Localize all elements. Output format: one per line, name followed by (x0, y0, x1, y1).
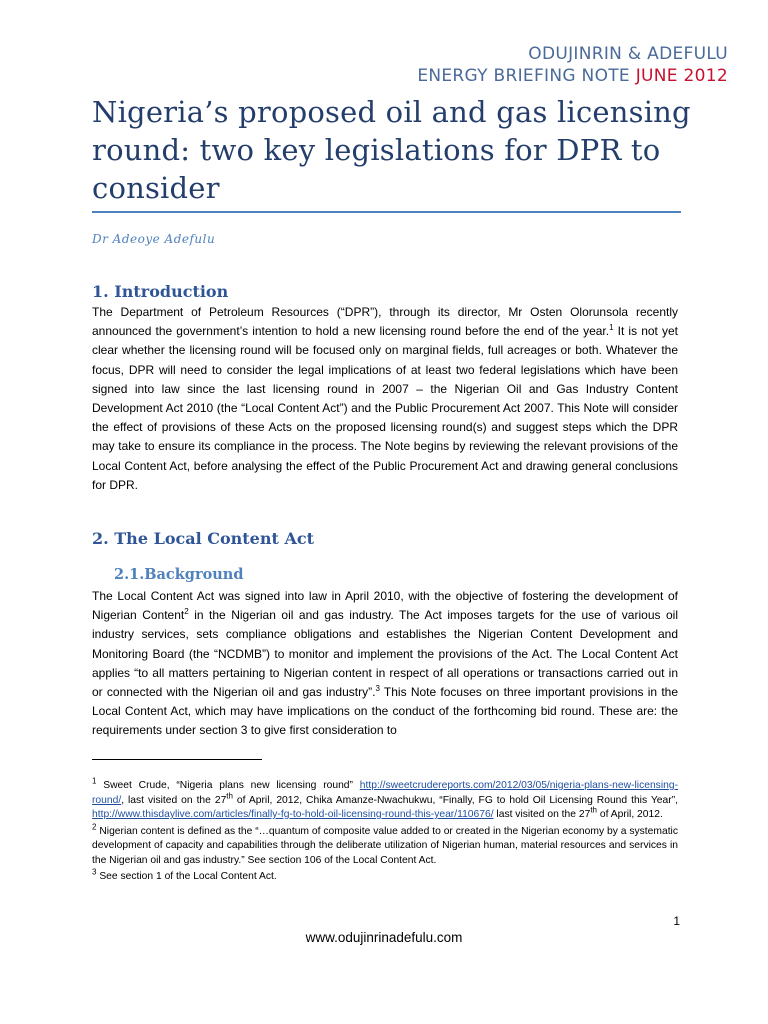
letterhead (417, 43, 728, 87)
firm-name: ODUJINRIN & ADEFULU (528, 44, 728, 64)
footnote-1-link-sweetcrude[interactable]: http://sweetcrudereports.com/2012/03/05/nigeria-plans-new-licensing-round/ (92, 780, 678, 806)
footnote-1-text-a: Sweet Crude, “Nigeria plans new licensing round” (96, 780, 360, 791)
document-title (92, 93, 692, 207)
footnote-3-number: 3 (92, 867, 97, 877)
title-line-3: consider (92, 171, 220, 205)
heading-local-content-act: 2. The Local Content Act (92, 529, 314, 548)
footnote-ref-1[interactable]: 1 (609, 323, 614, 333)
footnotes (92, 776, 678, 887)
background-paragraph (92, 587, 678, 741)
title-underline (92, 211, 681, 213)
title-line-1: Nigeria’s proposed oil and gas licensing (92, 95, 691, 129)
background-text-c: This Note focuses on three important provisions in the Local Content Act, which may have implications on the conduct of the forthcoming bid round. These are: the requirements under section 3 to give first consideration to (92, 685, 678, 738)
heading-background: 2.1.Background (114, 566, 244, 583)
author-name: Dr Adeoye Adefulu (92, 232, 216, 246)
footnote-1-number: 1 (92, 776, 97, 786)
footnote-1 (92, 776, 678, 823)
footnote-1-text-e: of April, 2012. (596, 809, 663, 820)
footnote-1-link-thisday[interactable]: http://www.thisdaylive.com/articles/finally-fg-to-hold-oil-licensing-round-this-year/110676/ (92, 809, 494, 820)
intro-text-a: The Department of Petroleum Resources (“DPR”), through its director, Mr Osten Olorunsola recently announced the government’s intention to hold a new licensing round before the end of the year. (92, 305, 678, 339)
heading-introduction: 1. Introduction (92, 282, 229, 301)
note-date: JUNE 2012 (635, 66, 728, 86)
footer-website-link[interactable]: www.odujinrinadefulu.com (305, 930, 463, 945)
background-text-b: in the Nigerian oil and gas industry. The Act imposes targets for the use of various oil industry services, sets compliance obligations and establishes the Nigerian Content Development and Monitoring Board (the “NCDMB”) to monitor and implement the provisions of the Act. The Local Content Act applies “to all matters pertaining to Nigerian content in respect of all operations or transactions carried out in or connected with the Nigerian oil and gas industry”. (92, 608, 678, 700)
footnote-3-text: See section 1 of the Local Content Act. (96, 871, 277, 882)
page-number: 1 (673, 914, 680, 928)
footnote-ref-3[interactable]: 3 (375, 684, 380, 694)
footnote-2 (92, 822, 678, 869)
intro-text-b: It is not yet clear whether the licensing round will be focused only on marginal fields, full acreages or both. Whatever the focus, DPR will need to consider the legal implications of at least two federal legislations which have been signed into law since the last licensing round in 2007 – the Nigerian Oil and Gas Industry Content Development Act 2010 (the “Local Content Act”) and the Public Procurement Act 2007. This Note will consider the effect of provisions of these Acts on the proposed licensing round(s) and suggest steps which the DPR may take to ensure its compliance in the process. The Note begins by reviewing the relevant provisions of the Local Content Act, before analysing the effect of the Public Procurement Act and drawing general conclusions for DPR. (92, 324, 679, 492)
title-line-2: round: two key legislations for DPR to (92, 133, 661, 167)
footnote-ref-2[interactable]: 2 (184, 607, 189, 617)
footnote-2-text: Nigerian content is defined as the “…quantum of composite value added to or created in the Nigerian economy by a systematic development of capacity and capabilities through the deliberate utilization of Nigerian human, material resources and services in the Nigerian oil and gas industry.” See section 106 of the Local Content Act. (92, 825, 678, 866)
note-label: ENERGY BRIEFING NOTE (417, 66, 630, 86)
introduction-paragraph (92, 303, 678, 495)
footnote-2-number: 2 (92, 822, 97, 832)
background-text-a: The Local Content Act was signed into law in April 2010, with the objective of fostering the development of Nigerian Content (92, 589, 678, 623)
footnote-1-text-b: , last visited on the 27 (121, 794, 227, 806)
footnote-1-ordinal-2: th (590, 805, 597, 815)
footnote-separator (92, 759, 262, 760)
footnote-1-text-d: last visited on the 27 (493, 809, 591, 820)
footnote-3 (92, 867, 678, 885)
footnote-1-ordinal-1: th (226, 791, 233, 801)
briefing-note-label (417, 65, 728, 87)
footnote-1-text-c: of April, 2012, Chika Amanze-Nwachukwu, “Finally, FG to hold Oil Licensing Round this Year”, (232, 794, 678, 806)
